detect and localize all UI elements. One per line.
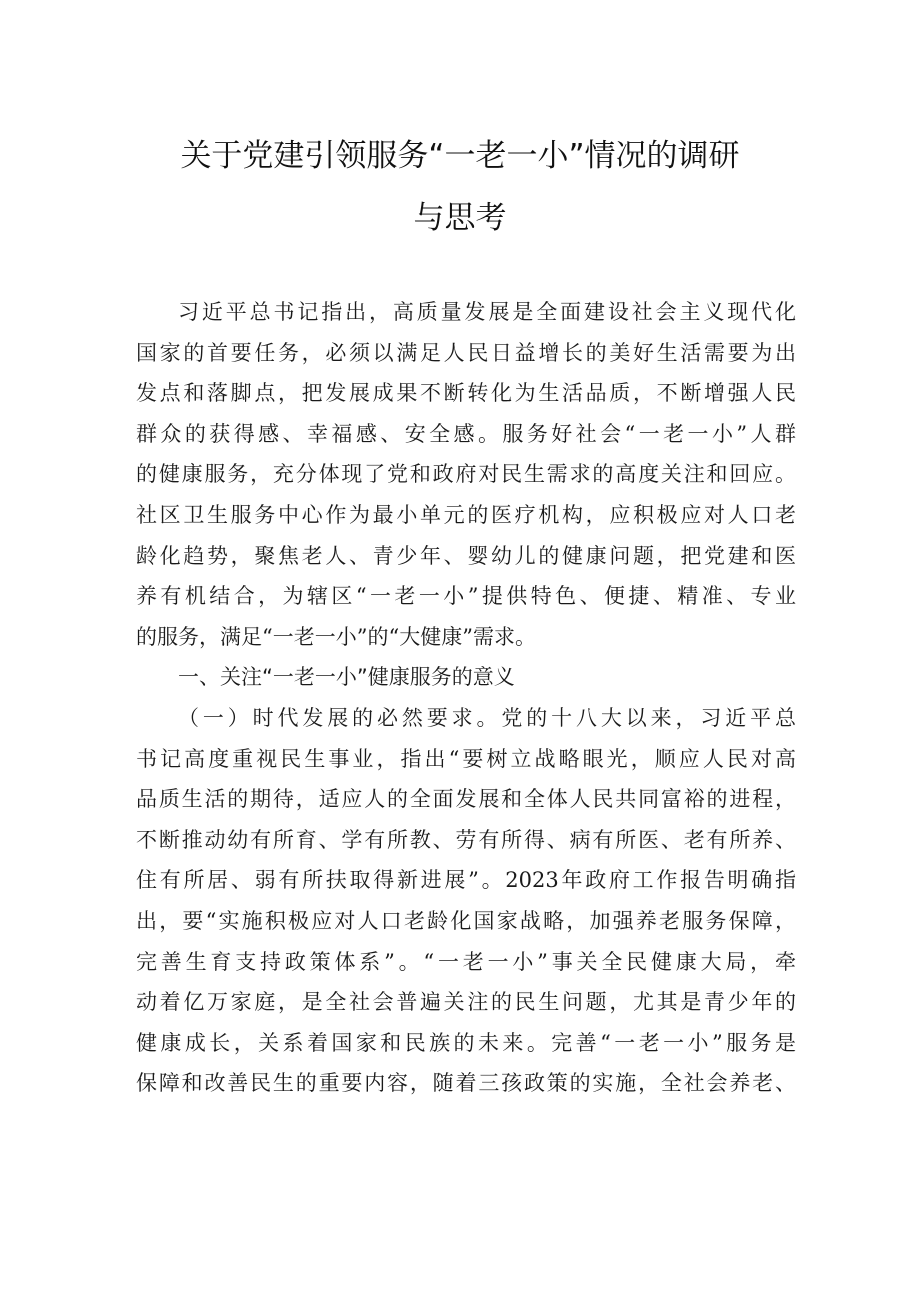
paragraph-1-line: 群众的获得感、幸福感、安全感。服务好社会“一老一小”人群 xyxy=(136,421,796,446)
paragraph-1-line: 发点和落脚点，把发展成果不断转化为生活品质，不断增强人民 xyxy=(136,381,796,406)
paragraph-1-line: 的服务，满足“一老一小”的“大健康”需求。 xyxy=(136,624,536,649)
paragraph-2-line: 健康成长，关系着国家和民族的未来。完善“一老一小”服务是 xyxy=(136,1030,796,1055)
paragraph-2-line: 动着亿万家庭，是全社会普遍关注的民生问题，尤其是青少年的 xyxy=(136,990,796,1015)
paragraph-1-line: 养有机结合，为辖区“一老一小”提供特色、便捷、精准、专业 xyxy=(136,584,796,609)
paragraph-2-line: 住有所居、弱有所扶取得新进展”。2023年政府工作报告明确指 xyxy=(136,868,796,893)
paragraph-1-line: 的健康服务，充分体现了党和政府对民生需求的高度关注和回应。 xyxy=(136,462,796,487)
paragraph-1-line: 习近平总书记指出，高质量发展是全面建设社会主义现代化 xyxy=(178,300,796,324)
paragraph-1-line: 龄化趋势，聚焦老人、青少年、婴幼儿的健康问题，把党建和医 xyxy=(136,543,796,568)
paragraph-2-line: 保障和改善民生的重要内容，随着三孩政策的实施，全社会养老、 xyxy=(136,1071,796,1096)
paragraph-1-line: 社区卫生服务中心作为最小单元的医疗机构，应积极应对人口老 xyxy=(136,502,796,527)
paragraph-2-line: 书记高度重视民生事业，指出“要树立战略眼光，顺应人民对高 xyxy=(136,746,796,771)
paragraph-2-line: 完善生育支持政策体系”。“一老一小”事关全民健康大局，牵 xyxy=(136,949,796,974)
document-body xyxy=(136,292,796,1104)
paragraph-2-line: 品质生活的期待，适应人的全面发展和全体人民共同富裕的进程， xyxy=(136,787,796,812)
paragraph-2-line: 不断推动幼有所育、学有所教、劳有所得、病有所医、老有所养、 xyxy=(136,827,796,852)
document-title-line-2: 与思考 xyxy=(413,200,507,236)
paragraph-2-line: （一）时代发展的必然要求。党的十八大以来，习近平总 xyxy=(178,705,796,730)
document-title-line-1: 关于党建引领服务“一老一小”情况的调研 xyxy=(180,138,740,174)
paragraph-1-line: 国家的首要任务，必须以满足人民日益增长的美好生活需要为出 xyxy=(136,340,796,365)
paragraph-2-line: 出，要“实施积极应对人口老龄化国家战略，加强养老服务保障， xyxy=(136,908,796,933)
section-heading: 一、关注“一老一小”健康服务的意义 xyxy=(178,665,515,690)
